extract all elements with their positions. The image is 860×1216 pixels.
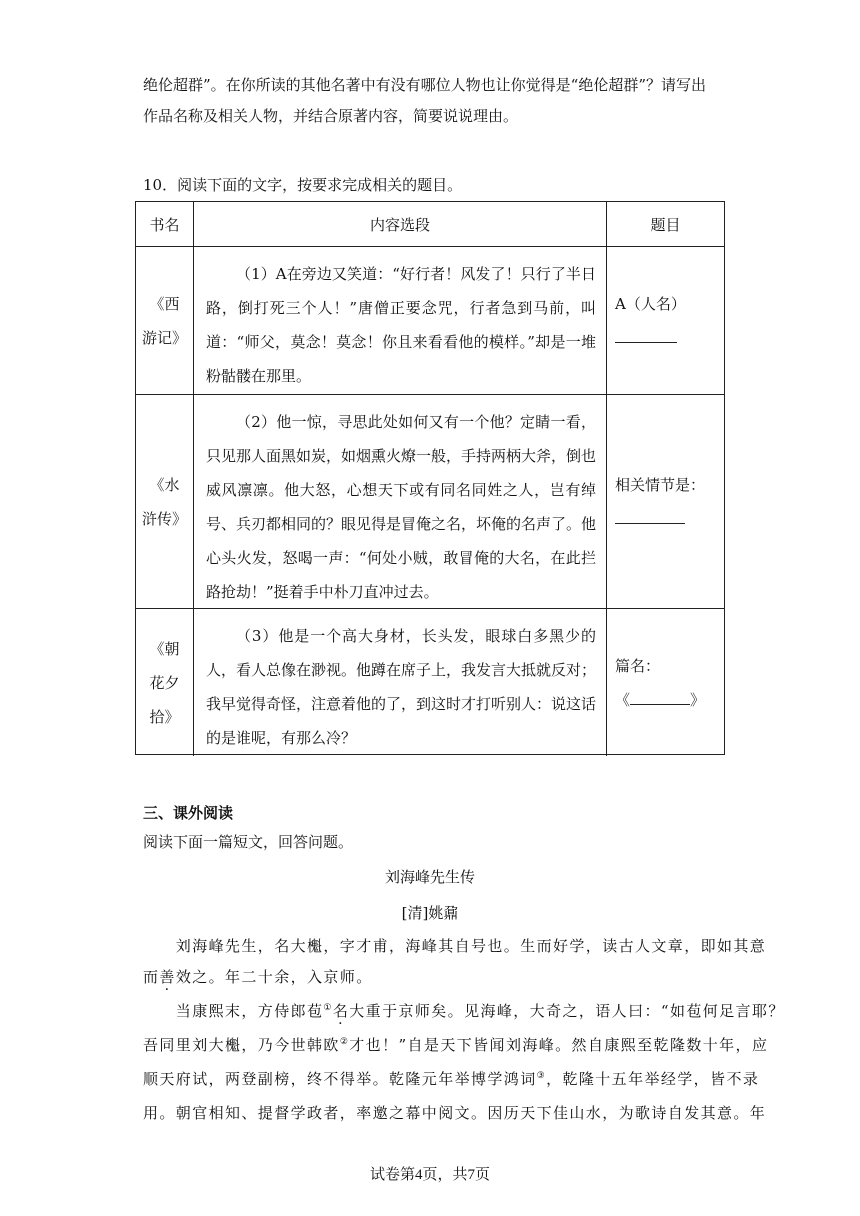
footnote-marker: ② bbox=[339, 1037, 350, 1047]
intro-line-1: 绝伦超群”。在你所读的其他名著中有没有哪位人物也让你觉得是“绝伦超群”？请写出 bbox=[143, 76, 707, 94]
header-question: 题目 bbox=[650, 215, 681, 234]
footnote-marker: ① bbox=[323, 1003, 333, 1013]
footnote-marker: ③ bbox=[536, 1071, 547, 1081]
section-heading: 三、课外阅读 bbox=[143, 804, 234, 822]
passage-line: 顺天府试，两登副榜，终不得举。乾隆元年举博学鸿词③，乾隆十五年举经学，皆不录 bbox=[143, 1070, 760, 1088]
intro-line-2: 作品名称及相关人物，并结合原著内容，简要说说理由。 bbox=[143, 107, 519, 125]
emphasis-mark: 名 bbox=[332, 1002, 350, 1020]
table-row bbox=[136, 609, 724, 756]
passage-line: 而善效之。年二十余，入京师。 bbox=[143, 968, 373, 986]
passage-line: 刘海峰先生，名大櫆，字才甫，海峰其自号也。生而好学，读古人文章，即如其意 bbox=[143, 937, 767, 955]
answer-blank[interactable] bbox=[630, 686, 690, 705]
header-content: 内容选段 bbox=[369, 215, 430, 234]
question-cell: 相关情节是： bbox=[607, 395, 724, 608]
table-row bbox=[136, 247, 724, 395]
passage-author: [清]姚鼐 bbox=[401, 904, 459, 922]
section-instruction: 阅读下面一篇短文，回答问题。 bbox=[143, 833, 354, 851]
header-book: 书名 bbox=[149, 215, 180, 234]
passage-line: 吾同里刘大櫆，乃今世韩欧②才也！”自是天下皆闻刘海峰。然自康熙至乾隆数十年，应 bbox=[143, 1036, 769, 1054]
question-cell: 篇名： 《 》 bbox=[615, 656, 706, 709]
emphasis-mark: 善 bbox=[159, 968, 176, 986]
content-excerpt: （2）他一惊，寻思此处如何又有一个他？定睛一看，只见那人面黑如炭，如烟熏火燎一般，手持两柄大斧，倒也威风凛凛。他大怒，心想天下或有同名同姓之人，岂有绰号、兵刃都相同的？眼见得是冒俺之名，坏俺的名声了。他心头火发，怒喝一声：“何处小贼，敢冒俺的大名，在此拦路抢劫！”挺着手中朴刀直冲过去。 bbox=[206, 413, 597, 601]
table-header-row bbox=[136, 202, 724, 247]
book-name: 《西 游记》 bbox=[141, 294, 187, 347]
question-10-title: 10．阅读下面的文字，按要求完成相关的题目。 bbox=[143, 176, 463, 194]
answer-blank[interactable] bbox=[615, 505, 685, 524]
passage-line: 当康熙末，方侍郎苞①名大重于京师矣。见海峰，大奇之，语人曰：“如苞何足言耶？ bbox=[143, 1002, 785, 1020]
passage-line: 用。朝官相知、提督学政者，率邀之幕中阅文。因历天下佳山水，为歌诗自发其意。年 bbox=[143, 1104, 767, 1122]
passage-title: 刘海峰先生传 bbox=[384, 868, 475, 886]
answer-blank[interactable] bbox=[615, 324, 677, 343]
reading-table bbox=[135, 201, 725, 755]
book-name: 《水 浒传》 bbox=[141, 475, 187, 528]
book-name: 《朝 花夕 拾》 bbox=[149, 639, 180, 726]
question-cell: A（人名） bbox=[607, 247, 724, 394]
page-footer: 试卷第4页，共7页 bbox=[369, 1167, 490, 1183]
content-excerpt: （1）A在旁边又笑道：“好行者！风发了！只行了半日路，倒打死三个人！”唐僧正要念咒，行者急到马前，叫道：“师父，莫念！莫念！你且来看看他的模样。”却是一堆粉骷髅在那里。 bbox=[206, 265, 596, 385]
table-row bbox=[136, 395, 724, 609]
content-excerpt: （3）他是一个高大身材，长头发，眼球白多黑少的人，看人总像在渺视。他蹲在席子上，我发言大抵就反对；我早觉得奇怪，注意着他的了，到这时才打听别人：说这话的是谁呢，有那么冷？ bbox=[206, 627, 597, 747]
